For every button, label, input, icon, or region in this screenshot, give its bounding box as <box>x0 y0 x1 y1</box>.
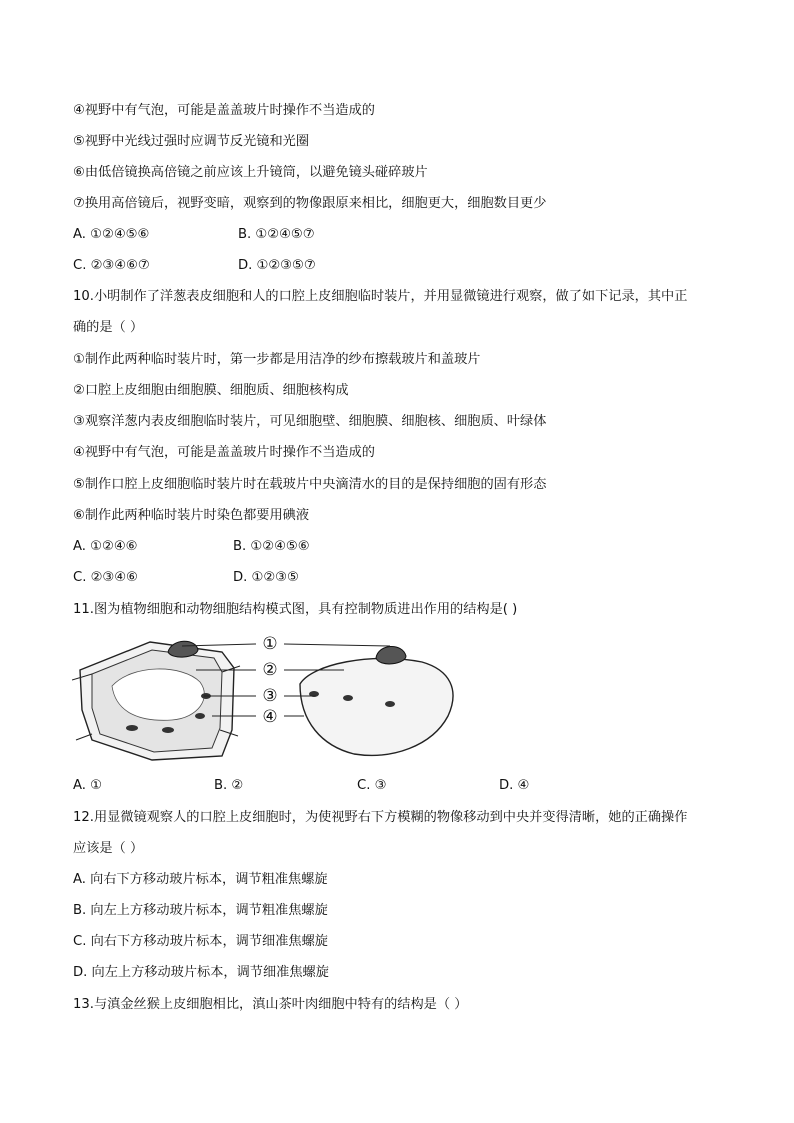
q10-statement-4: ④视野中有气泡，可能是盖盖玻片时操作不当造成的 <box>73 445 375 460</box>
q11-option-b: B. ② <box>214 778 244 793</box>
q10-option-c: C. ②③④⑥ <box>73 570 138 585</box>
q9-option-a: A. ①②④⑤⑥ <box>73 227 150 242</box>
q10-statement-6: ⑥制作此两种临时装片时染色都要用碘液 <box>73 508 310 523</box>
q13-stem: 13.与滇金丝猴上皮细胞相比，滇山茶叶肉细胞中特有的结构是（ ） <box>73 997 468 1012</box>
q9-statement-5: ⑤视野中光线过强时应调节反光镜和光圈 <box>73 134 310 149</box>
q9-statement-4: ④视野中有气泡，可能是盖盖玻片时操作不当造成的 <box>73 103 375 118</box>
q10-statement-1: ①制作此两种临时装片时，第一步都是用洁净的纱布擦载玻片和盖玻片 <box>73 352 481 367</box>
label-1: ① <box>262 634 278 654</box>
q11-option-c: C. ③ <box>357 778 387 793</box>
cell-diagram-svg <box>72 628 472 768</box>
q10-option-d: D. ①②③⑤ <box>233 570 299 585</box>
q11-stem: 11.图为植物细胞和动物细胞结构模式图，具有控制物质进出作用的结构是( ) <box>73 602 518 617</box>
label-2: ② <box>262 660 278 680</box>
q10-option-a: A. ①②④⑥ <box>73 539 138 554</box>
q10-statement-2: ②口腔上皮细胞由细胞膜、细胞质、细胞核构成 <box>73 383 349 398</box>
q11-option-d: D. ④ <box>499 778 530 793</box>
q9-option-b: B. ①②④⑤⑦ <box>238 227 315 242</box>
q10-statement-3: ③观察洋葱内表皮细胞临时装片，可见细胞壁、细胞膜、细胞核、细胞质、叶绿体 <box>73 414 547 429</box>
q12-option-d: D. 向左上方移动玻片标本，调节细准焦螺旋 <box>73 965 329 980</box>
plant-cell <box>72 641 240 760</box>
q12-option-c: C. 向右下方移动玻片标本，调节细准焦螺旋 <box>73 934 328 949</box>
q9-statement-7: ⑦换用高倍镜后，视野变暗，观察到的物像跟原来相比，细胞更大，细胞数目更少 <box>73 196 547 211</box>
cell-structure-diagram <box>72 628 472 768</box>
q12-option-a: A. 向右下方移动玻片标本，调节粗准焦螺旋 <box>73 872 328 887</box>
q9-option-d: D. ①②③⑤⑦ <box>238 258 316 273</box>
q12-stem-line2: 应该是（ ） <box>73 841 144 856</box>
q10-statement-5: ⑤制作口腔上皮细胞临时装片时在载玻片中央滴清水的目的是保持细胞的固有形态 <box>73 477 547 492</box>
label-3: ③ <box>262 686 278 706</box>
q11-option-a: A. ① <box>73 778 102 793</box>
q10-stem-line1: 10.小明制作了洋葱表皮细胞和人的口腔上皮细胞临时装片，并用显微镜进行观察，做了如下记录，其中正 <box>73 289 688 304</box>
q10-option-b: B. ①②④⑤⑥ <box>233 539 310 554</box>
q12-stem-line1: 12.用显微镜观察人的口腔上皮细胞时，为使视野右下方模糊的物像移动到中央并变得清晰，她的正确操作 <box>73 810 688 825</box>
label-4: ④ <box>262 707 278 727</box>
animal-cell <box>300 646 453 755</box>
q10-stem-line2: 确的是（ ） <box>73 320 144 335</box>
q9-statement-6: ⑥由低倍镜换高倍镜之前应该上升镜筒，以避免镜头碰碎玻片 <box>73 165 428 180</box>
q9-option-c: C. ②③④⑥⑦ <box>73 258 150 273</box>
q12-option-b: B. 向左上方移动玻片标本，调节粗准焦螺旋 <box>73 903 328 918</box>
